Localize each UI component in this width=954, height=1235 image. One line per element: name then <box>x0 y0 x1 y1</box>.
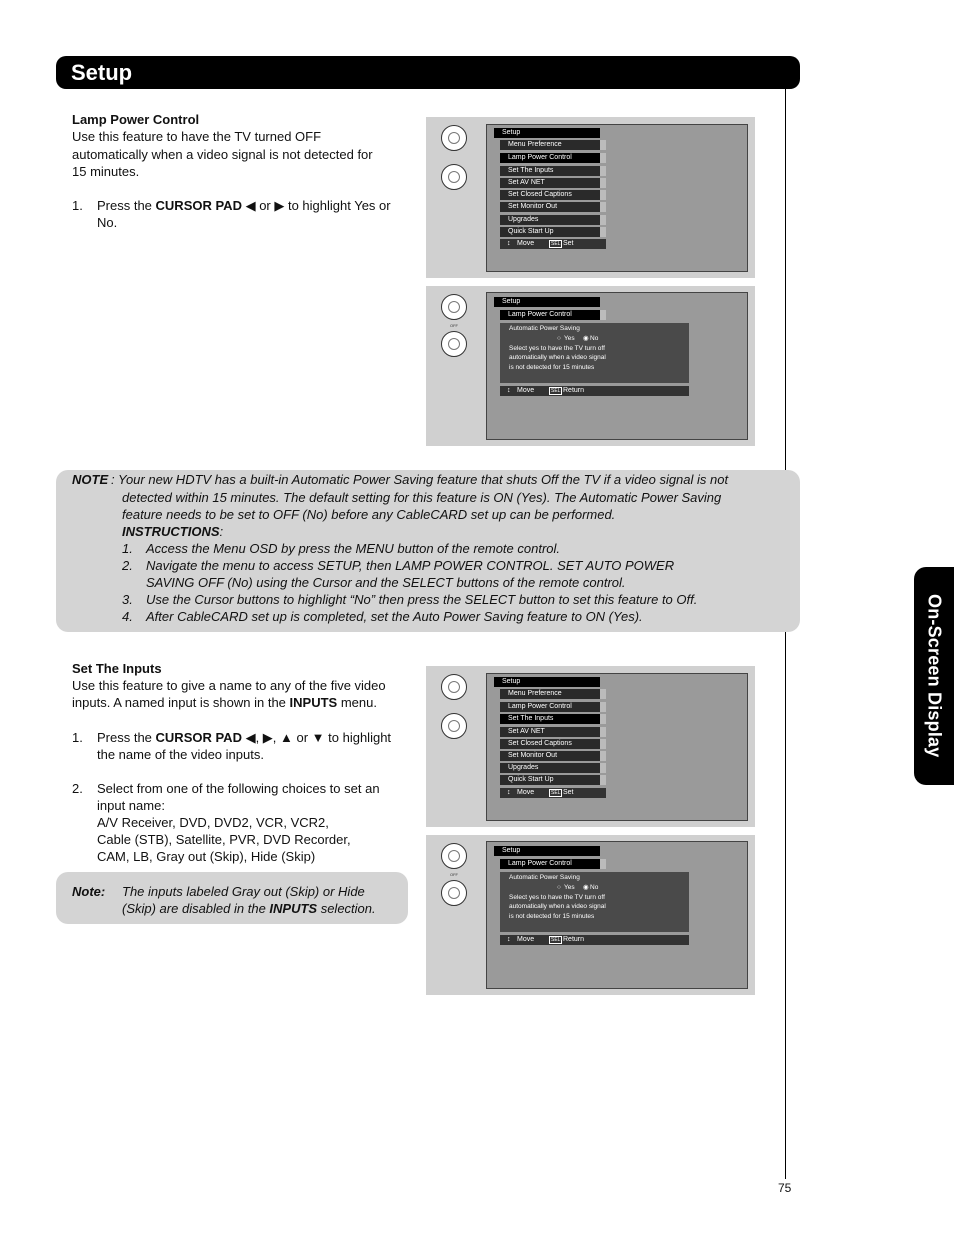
remote-off-label: OFF <box>450 872 458 877</box>
osd-menu-item: Upgrades <box>500 763 606 773</box>
remote-cursor-pad-icon <box>441 331 467 357</box>
page-title: Setup <box>71 60 133 85</box>
radio-no-icon: ◉ <box>583 884 589 891</box>
remote-cursor-pad-icon <box>441 713 467 739</box>
option-yes: Yes <box>564 335 575 342</box>
submenu-desc-line: is not detected for 15 minutes <box>509 913 595 920</box>
remote-cursor-pad-icon <box>441 164 467 190</box>
header-bar <box>56 56 800 89</box>
step-text-post: ◀, ▶, ▲ or ▼ to highlight <box>241 730 392 745</box>
osd-menu-item: Set Closed Captions <box>500 190 606 200</box>
footer-move-label: Move <box>517 789 535 796</box>
margin-rule <box>785 89 786 1179</box>
step-text-line2: the name of the video inputs. <box>97 747 264 762</box>
osd-menu-title: Setup <box>494 128 600 138</box>
option-yes: Yes <box>564 884 575 891</box>
osd-menu-item-selected: Set The Inputs <box>500 714 606 724</box>
step-text-line: CAM, LB, Gray out (Skip), Hide (Skip) <box>97 849 316 864</box>
osd-menu-item: Set The Inputs <box>500 166 606 176</box>
sel-icon: SEL <box>551 241 561 247</box>
instruction-num: 2. <box>122 558 133 573</box>
instruction-text: SAVING OFF (No) using the Cursor and the SELECT buttons of the remote control. <box>146 575 626 590</box>
step-number: 1. <box>72 730 83 745</box>
note-text-line-1: The inputs labeled Gray out (Skip) or Hide <box>122 884 365 899</box>
step-text-line: input name: <box>97 798 165 813</box>
step-text-line: A/V Receiver, DVD, DVD2, VCR, VCR2, <box>97 815 329 830</box>
note-text-line-2 <box>122 900 376 917</box>
step-text-line: Cable (STB), Satellite, PVR, DVD Recorder, <box>97 832 351 847</box>
osd-menu-item: Set Monitor Out <box>500 751 606 761</box>
section2-step-1 <box>72 729 412 765</box>
move-arrows-icon: ↕ <box>507 387 511 394</box>
sel-icon: SEL <box>551 937 561 943</box>
footer-set-label: Set <box>563 789 574 796</box>
step-number: 2. <box>72 781 83 796</box>
note-line-1-text: : Your new HDTV has a built-in Automatic Power Saving feature that shuts Off the TV if a video signal is not <box>111 472 729 487</box>
osd-menu-item: Quick Start Up <box>500 775 606 785</box>
step-text-line: Select from one of the following choices to set an <box>97 781 380 796</box>
body-post: menu. <box>337 695 377 710</box>
section1-step-1 <box>72 197 412 233</box>
osd-menu-title: Setup <box>494 677 600 687</box>
submenu-desc-line: automatically when a video signal <box>509 903 606 910</box>
remote-menu-button-icon <box>441 294 467 320</box>
option-no: No <box>590 884 599 891</box>
radio-no-icon: ◉ <box>583 335 589 342</box>
note-line-2: detected within 15 minutes. The default setting for this feature is ON (Yes). The Automatic Power Saving <box>122 490 722 505</box>
instruction-text: After CableCARD set up is completed, set the Auto Power Saving feature to ON (Yes). <box>146 609 643 624</box>
submenu-desc-line: automatically when a video signal <box>509 354 606 361</box>
remote-menu-button-icon <box>441 125 467 151</box>
section2-body-2 <box>72 694 377 711</box>
note-bold: INPUTS <box>269 901 318 916</box>
instruction-text: Access the Menu OSD by press the MENU button of the remote control. <box>146 541 561 556</box>
osd-submenu-title: Lamp Power Control <box>500 859 606 869</box>
osd-menu-item: Menu Preference <box>500 689 606 699</box>
note-line-1 <box>72 471 108 488</box>
footer-move-label: Move <box>517 240 535 247</box>
option-no: No <box>590 335 599 342</box>
step-text-post: ◀ or ▶ to highlight Yes or <box>241 198 391 213</box>
step-text-pre: Press the <box>97 198 156 213</box>
section1-body-2: automatically when a video signal is not detected for <box>72 147 373 162</box>
submenu-desc-line: Select yes to have the TV turn off <box>509 345 605 352</box>
instruction-num: 1. <box>122 541 133 556</box>
note-post: selection. <box>317 901 376 916</box>
osd-menu-item: Lamp Power Control <box>500 702 606 712</box>
step-text-bold: CURSOR PAD <box>155 198 242 213</box>
step-text-pre: Press the <box>97 730 156 745</box>
radio-yes-icon: ○ <box>557 335 561 342</box>
instructions-label: INSTRUCTIONS <box>122 524 220 539</box>
instructions-colon: : <box>219 524 224 539</box>
instructions-heading <box>122 523 223 540</box>
section2-step-2 <box>72 780 412 870</box>
step-text-bold: CURSOR PAD <box>155 730 242 745</box>
side-tab-label: On-Screen Display <box>924 594 945 758</box>
move-arrows-icon: ↕ <box>507 936 511 943</box>
section-heading-lamp-power: Lamp Power Control <box>72 112 200 127</box>
step-text <box>97 197 391 214</box>
osd-submenu-title: Lamp Power Control <box>500 310 606 320</box>
osd-menu-item: Menu Preference <box>500 140 606 150</box>
osd-submenu-box <box>500 872 689 932</box>
body-bold: INPUTS <box>289 695 338 710</box>
instruction-text: Navigate the menu to access SETUP, then LAMP POWER CONTROL. SET AUTO POWER <box>146 558 675 573</box>
note-label: Note: <box>72 884 106 899</box>
instruction-num: 4. <box>122 609 133 624</box>
osd-menu-item: Quick Start Up <box>500 227 606 237</box>
instruction-text: Use the Cursor buttons to highlight “No” then press the SELECT button to set this feature to Off. <box>146 592 698 607</box>
note-label: NOTE <box>72 472 109 487</box>
section-heading-set-inputs: Set The Inputs <box>72 661 162 676</box>
page-number: 75 <box>778 1181 792 1195</box>
osd-menu-item: Set AV NET <box>500 178 606 188</box>
remote-cursor-pad-icon <box>441 880 467 906</box>
remote-menu-button-icon <box>441 674 467 700</box>
step-text <box>97 729 391 746</box>
osd-menu-footer <box>500 788 606 798</box>
instruction-num: 3. <box>122 592 133 607</box>
remote-off-label: OFF <box>450 323 458 328</box>
footer-move-label: Move <box>517 936 535 943</box>
submenu-desc-line: Select yes to have the TV turn off <box>509 894 605 901</box>
note-pre: (Skip) are disabled in the <box>122 901 270 916</box>
remote-menu-button-icon <box>441 843 467 869</box>
radio-yes-icon: ○ <box>557 884 561 891</box>
osd-submenu-footer <box>500 386 689 396</box>
osd-menu-item-selected: Lamp Power Control <box>500 153 606 163</box>
osd-submenu-footer <box>500 935 689 945</box>
footer-move-label: Move <box>517 387 535 394</box>
note-line-3: feature needs to be set to OFF (No) before any CableCARD set up can be performed. <box>122 507 616 522</box>
move-arrows-icon: ↕ <box>507 789 511 796</box>
osd-menu-item: Upgrades <box>500 215 606 225</box>
move-arrows-icon: ↕ <box>507 240 511 247</box>
footer-return-label: Return <box>563 387 585 394</box>
submenu-heading: Automatic Power Saving <box>509 874 580 881</box>
submenu-desc-line: is not detected for 15 minutes <box>509 364 595 371</box>
body-pre: inputs. A named input is shown in the <box>72 695 290 710</box>
osd-menu-item: Set AV NET <box>500 727 606 737</box>
step-text-line2: No. <box>97 215 118 230</box>
osd-menu-item: Set Closed Captions <box>500 739 606 749</box>
section2-body-1: Use this feature to give a name to any of the five video <box>72 678 386 693</box>
step-number: 1. <box>72 198 83 213</box>
sel-icon: SEL <box>551 388 561 394</box>
osd-menu-title: Setup <box>494 297 600 307</box>
footer-set-label: Set <box>563 240 574 247</box>
submenu-heading: Automatic Power Saving <box>509 325 580 332</box>
sel-icon: SEL <box>551 790 561 796</box>
osd-submenu-box <box>500 323 689 383</box>
osd-menu-title: Setup <box>494 846 600 856</box>
footer-return-label: Return <box>563 936 585 943</box>
osd-menu-item: Set Monitor Out <box>500 202 606 212</box>
section1-body-3: 15 minutes. <box>72 164 140 179</box>
osd-menu-footer <box>500 239 606 249</box>
section1-body-1: Use this feature to have the TV turned OFF <box>72 129 322 144</box>
